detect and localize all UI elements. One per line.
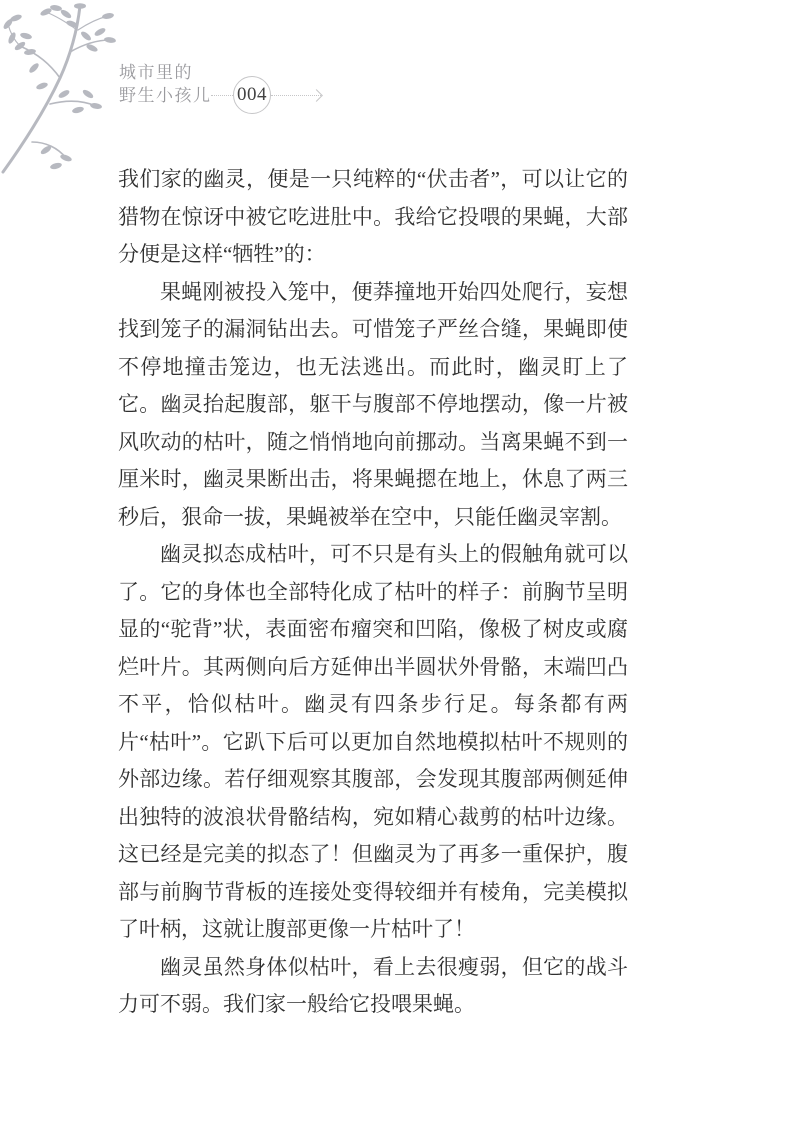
page-number-badge: [233, 76, 271, 114]
running-header: [119, 62, 212, 108]
paragraph: 幽灵虽然身体似枯叶，看上去很瘦弱，但它的战斗力可不弱。我们家一般给它投喂果蝇。: [118, 954, 628, 1016]
branch-decoration-icon: [0, 0, 122, 205]
paragraph: 幽灵拟态成枯叶，可不只是有头上的假触角就可以了。它的身体也全部特化成了枯叶的样子：前胸节呈明显的“驼背”状，表面密布瘤突和凹陷，像极了树皮或腐烂叶片。其两侧向后方延伸出半圆状外骨骼，末端凹凸不平，恰似枯叶。幽灵有四条步行足。每条都有两片“枯叶”。它趴下后可以更加自然地模拟枯叶不规则的外部边缘。若仔细观察其腹部，会发现其腹部两侧延伸出独特的波浪状骨骼结构，宛如精心裁剪的枯叶边缘。这已经是完美的拟态了！但幽灵为了再多一重保护，腹部与前胸节背板的连接处变得较细并有棱角，完美模拟了叶柄，这就让腹部更像一片枯叶了！: [118, 542, 628, 941]
header-rule: [211, 76, 321, 114]
page-number: 004: [237, 84, 267, 105]
book-title-line1: 城市里的: [119, 63, 193, 83]
book-title-line2: 野生小孩儿: [119, 86, 212, 106]
body-text: [118, 161, 628, 1024]
arrow-right-icon: [310, 89, 323, 102]
paragraph: 我们家的幽灵，便是一只纯粹的“伏击者”，可以让它的猎物在惊讶中被它吃进肚中。我给它投喂的果蝇，大部分便是这样“牺牲”的：: [118, 167, 628, 266]
header-rule-left: [211, 95, 233, 96]
paragraph: 果蝇刚被投入笼中，便莽撞地开始四处爬行，妄想找到笼子的漏洞钻出去。可惜笼子严丝合缝，果蝇即使不停地撞击笼边，也无法逃出。而此时，幽灵盯上了它。幽灵抬起腹部，躯干与腹部不停地摆动，像一片被风吹动的枯叶，随之悄悄地向前挪动。当离果蝇不到一厘米时，幽灵果断出击，将果蝇摁在地上，休息了两三秒后，狠命一拔，果蝇被举在空中，只能任幽灵宰割。: [118, 279, 628, 529]
